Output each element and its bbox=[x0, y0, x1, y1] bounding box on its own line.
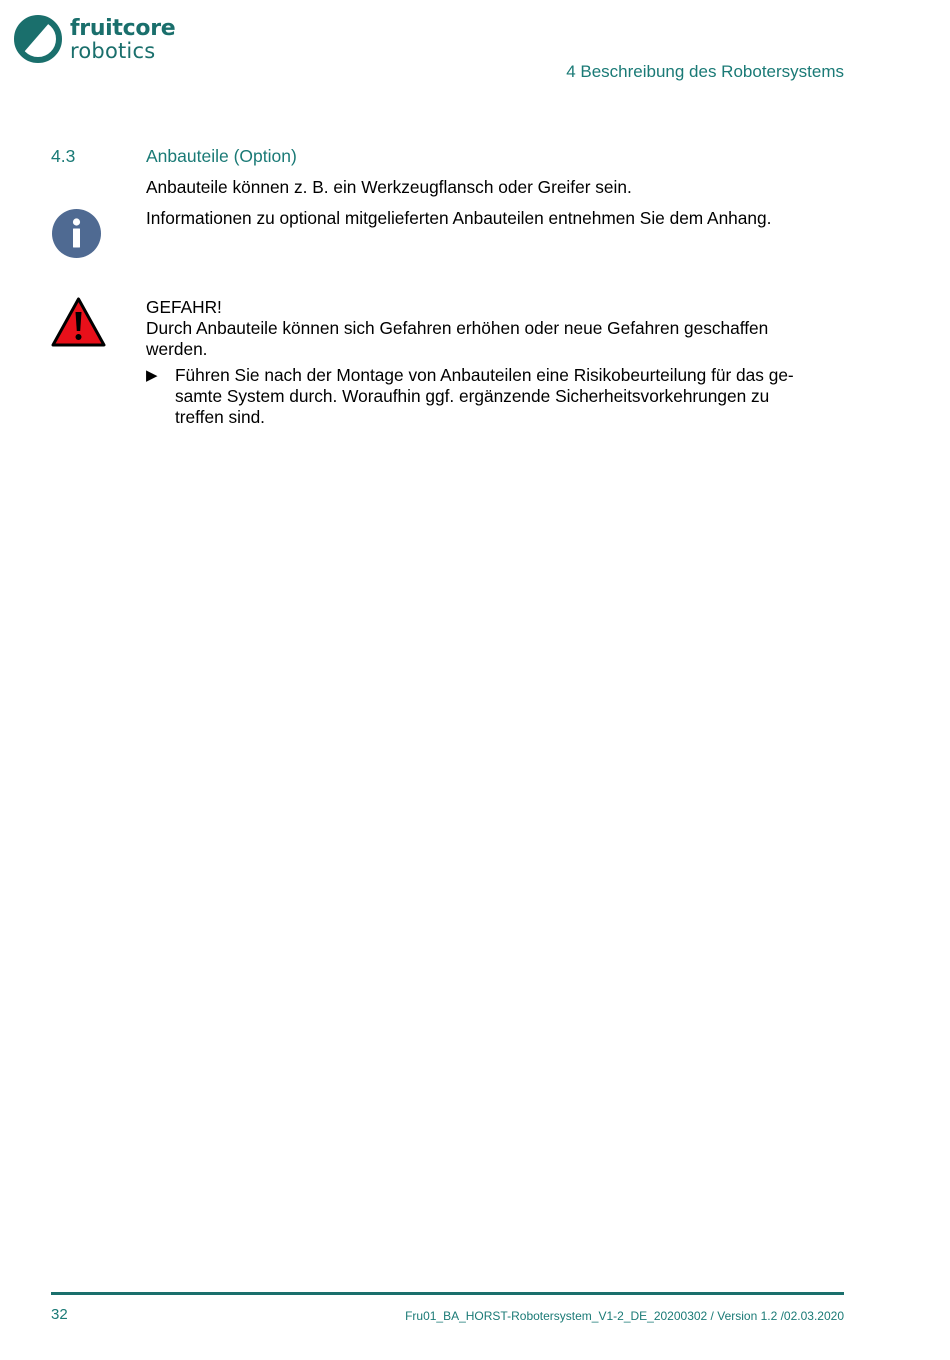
danger-description-line: werden. bbox=[146, 339, 208, 359]
logo-wordmark-bottom: robotics bbox=[70, 39, 156, 63]
section-title: Anbauteile (Option) bbox=[146, 146, 297, 166]
footer-divider bbox=[51, 1292, 844, 1295]
fruitcore-logo-mark-icon bbox=[14, 14, 64, 64]
info-icon bbox=[52, 209, 101, 258]
action-text-line: samte System durch. Woraufhin ggf. ergänzende Sicherheitsvorkehrungen zu bbox=[175, 386, 770, 406]
fruitcore-logo bbox=[14, 14, 184, 66]
warning-triangle-icon bbox=[50, 296, 107, 348]
danger-signal-word: GEFAHR! bbox=[146, 297, 222, 317]
danger-description-line: Durch Anbauteile können sich Gefahren erhöhen oder neue Gefahren geschaffen bbox=[146, 318, 769, 338]
action-arrow-icon: ▶ bbox=[146, 367, 158, 384]
logo-wordmark-top: fruitcore bbox=[70, 16, 176, 41]
paragraph-attachments: Anbauteile können z. B. ein Werkzeugflansch oder Greifer sein. bbox=[146, 177, 632, 197]
action-text-line: Führen Sie nach der Montage von Anbauteilen eine Risikobeurteilung für das ge- bbox=[175, 365, 794, 385]
danger-notice bbox=[146, 297, 846, 360]
footer-document-id: Fru01_BA_HORST-Robotersystem_V1-2_DE_20200302 / Version 1.2 /02.03.2020 bbox=[405, 1309, 844, 1323]
running-header: 4 Beschreibung des Robotersystems bbox=[566, 62, 844, 81]
info-note-text: Informationen zu optional mitgelieferten Anbauteilen entnehmen Sie dem Anhang. bbox=[146, 208, 772, 228]
action-text-line: treffen sind. bbox=[175, 407, 265, 427]
page-number: 32 bbox=[51, 1306, 68, 1323]
section-number: 4.3 bbox=[51, 146, 76, 166]
